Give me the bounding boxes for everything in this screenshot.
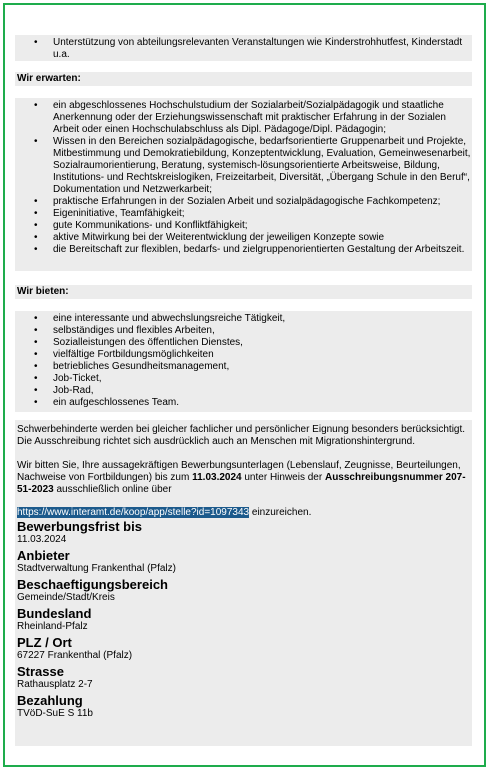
fact-label: Strasse <box>17 664 64 679</box>
fact-label: PLZ / Ort <box>17 635 72 650</box>
list-item: • ein aufgeschlossenes Team. <box>15 397 472 409</box>
fact-label: Beschaeftigungsbereich <box>17 577 168 592</box>
application-text-b: unter Hinweis der <box>241 472 325 483</box>
list-item: • die Bereitschaft zur flexiblen, bedarfs- und zielgruppenorientierten Gestaltung der Arbeitszeit. <box>15 244 472 256</box>
application-instructions <box>15 460 472 496</box>
list-item: • betriebliches Gesundheitsmanagement, <box>15 361 472 373</box>
list-item: • ein abgeschlossenes Hochschulstudium der Sozialarbeit/Sozialpädagogik und staatliche Anerkennung oder der Erziehungswissenschaft mit praktischer Erfahrung in der Sozialen Arbeit oder einen Hochschulabschluss als Dipl. Pädagoge/Dipl. Pädagogin; <box>15 100 472 136</box>
fact-item <box>15 664 472 691</box>
expect-list-block <box>15 98 472 271</box>
list-item: • Eigeninitiative, Teamfähigkeit; <box>15 208 472 220</box>
fact-value: TVöD-SuE S 11b <box>17 708 93 719</box>
list-item: • aktive Mitwirkung bei der Weiterentwicklung der jeweiligen Konzepte sowie <box>15 232 472 244</box>
offer-heading-block <box>15 285 472 299</box>
fact-value: 11.03.2024 <box>17 534 67 545</box>
application-text-a: Wir bitten Sie, Ihre aussagekräftigen Bewerbungsunterlagen (Lebenslauf, Zeugnisse, Beurteilungen, Nachweise von Fortbildungen) bis zum <box>17 460 461 483</box>
fact-item <box>15 635 472 662</box>
application-text-c: ausschließlich online über <box>53 484 172 495</box>
fact-label: Bundesland <box>17 606 92 621</box>
fact-value: Rheinland-Pfalz <box>17 621 88 632</box>
fact-item <box>15 606 472 633</box>
list-item: • Sozialleistungen des öffentlichen Dienstes, <box>15 337 472 349</box>
fact-label: Anbieter <box>17 548 70 563</box>
offer-list-block <box>15 311 472 412</box>
list-item: • praktische Erfahrungen in der Sozialen Arbeit und sozialpädagogische Fachkompetenz; <box>15 196 472 208</box>
list-item: • selbständiges und flexibles Arbeiten, <box>15 325 472 337</box>
list-item: • Wissen in den Bereichen sozialpädagogische, bedarfsorientierte Gruppenarbeit und Projekte, Mitbestimmung und Demokratiebildung, Konzeptentwicklung, Evaluation, Gemeinwesenarbeit, Sozialraumorientierung, Beratung, systemisch-lösungsorientierte Arbeitsweise, Bildung, Institutions- und Rechtskreislogiken, Freizeitarbeit, Diversität, „Übergang Schule in den Beruf“, Dokumentation und Netzwerkarbeit; <box>15 136 472 196</box>
fact-value: Gemeinde/Stadt/Kreis <box>17 592 115 603</box>
fact-value: Rathausplatz 2-7 <box>17 679 93 690</box>
application-link[interactable]: https://www.interamt.de/koop/app/stelle?id=1097343 <box>17 507 250 518</box>
list-item: • Job-Rad, <box>15 385 472 397</box>
fact-item <box>15 693 472 720</box>
list-item: • gute Kommunikations- und Konfliktfähigkeit; <box>15 220 472 232</box>
equal-opportunity-text: Schwerbehinderte werden bei gleicher fachlicher und persönlicher Eignung besonders berücksichtigt. Die Ausschreibung richtet sich ausdrücklich auch an Menschen mit Migrationshintergrund. <box>17 424 466 447</box>
reference-number: Ausschreibungsnummer 207-51-2023 <box>17 472 466 495</box>
list-item: • Unterstützung von abteilungsrelevanten Veranstaltungen wie Kinderstrohhutfest, Kinderstadt u.a. <box>15 37 472 61</box>
deadline-date: 11.03.2024 <box>192 472 242 483</box>
intro-list-block <box>15 35 472 61</box>
fact-item <box>15 548 472 575</box>
details-block <box>15 420 472 746</box>
list-item: • eine interessante und abwechslungsreiche Tätigkeit, <box>15 313 472 325</box>
fact-label: Bewerbungsfrist bis <box>17 519 142 534</box>
application-link-line <box>15 507 472 519</box>
fact-value: 67227 Frankenthal (Pfalz) <box>17 650 133 661</box>
list-item: • vielfältige Fortbildungsmöglichkeiten <box>15 349 472 361</box>
section-heading-expect: Wir erwarten: <box>17 73 81 84</box>
fact-label: Bezahlung <box>17 693 83 708</box>
fact-item <box>15 519 472 546</box>
fact-value: Stadtverwaltung Frankenthal (Pfalz) <box>17 563 176 574</box>
expect-heading-block <box>15 72 472 86</box>
application-link-suffix: einzureichen. <box>249 507 312 518</box>
fact-item <box>15 577 472 604</box>
section-heading-offer: Wir bieten: <box>17 286 69 297</box>
list-item: • Job-Ticket, <box>15 373 472 385</box>
